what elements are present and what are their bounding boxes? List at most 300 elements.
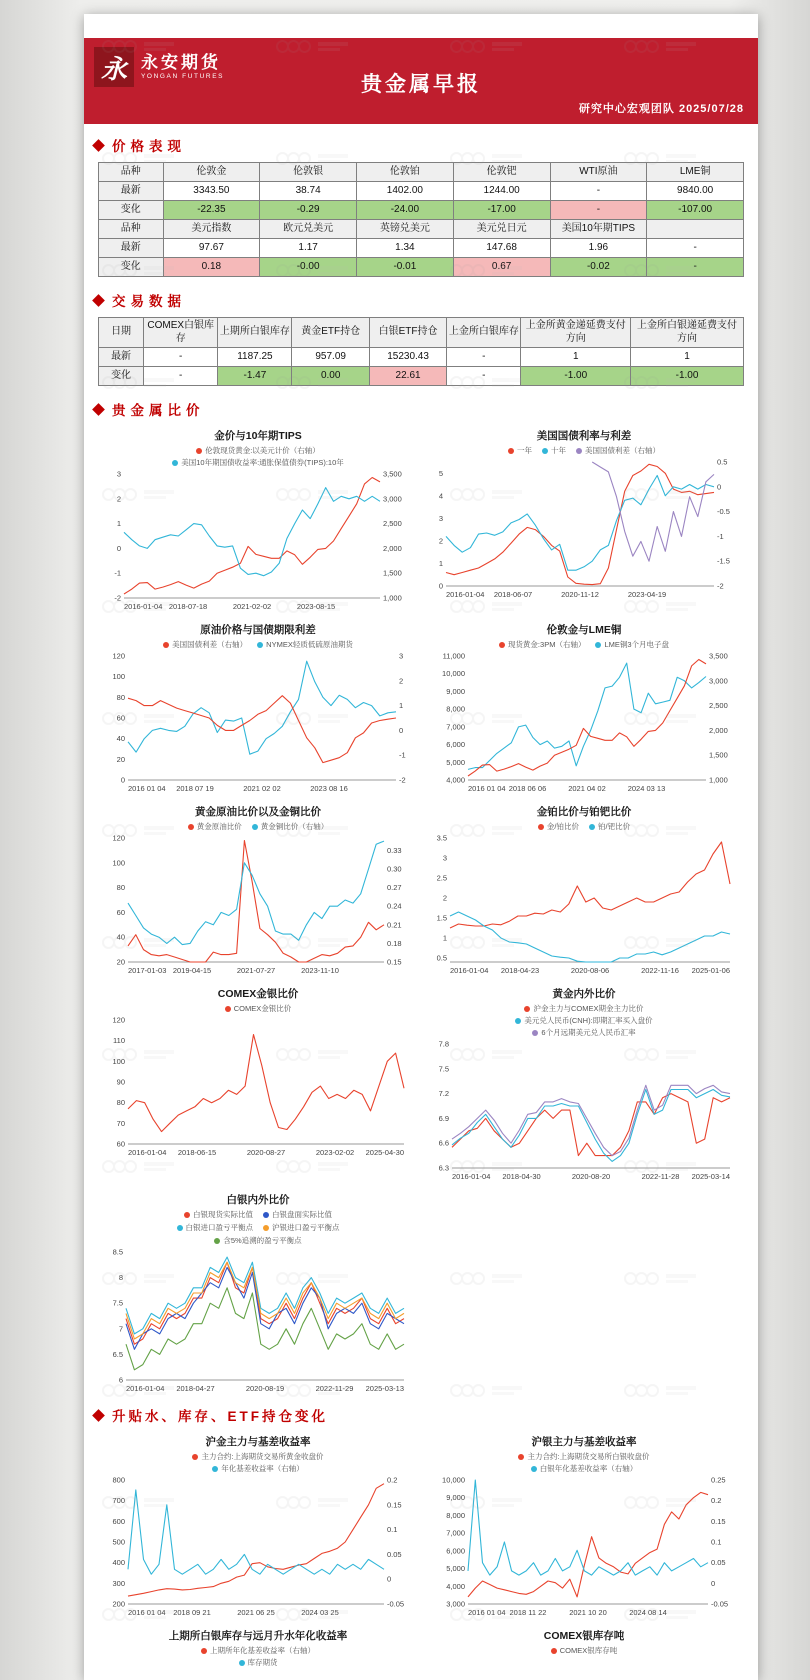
chart-title: 金铂比价与铂钯比价 bbox=[536, 806, 632, 818]
chart-legend bbox=[98, 1003, 418, 1014]
chart-title: 沪金主力与基差收益率 bbox=[205, 1436, 311, 1448]
charts-grid bbox=[84, 422, 758, 1394]
svg-text:2020-08-27: 2020-08-27 bbox=[246, 1148, 286, 1157]
svg-text:40: 40 bbox=[116, 932, 125, 942]
svg-text:7.8: 7.8 bbox=[438, 1039, 449, 1049]
row-label: 变化 bbox=[99, 201, 164, 220]
header-band bbox=[84, 38, 758, 124]
table-cell: 伦敦铂 bbox=[357, 163, 454, 182]
svg-text:2020-08-19: 2020-08-19 bbox=[245, 1384, 285, 1393]
svg-text:6,000: 6,000 bbox=[446, 740, 465, 750]
row-label: 变化 bbox=[99, 367, 144, 386]
section-label: 交易数据 bbox=[112, 294, 186, 309]
row-label: 日期 bbox=[99, 318, 144, 348]
table-cell: 1.34 bbox=[357, 239, 454, 258]
svg-text:800: 800 bbox=[112, 1475, 125, 1485]
svg-text:7.5: 7.5 bbox=[112, 1298, 123, 1308]
svg-text:2,500: 2,500 bbox=[383, 519, 402, 529]
legend-dot-icon bbox=[576, 448, 582, 454]
chart-gold-onshore-offshore-ratio bbox=[424, 986, 744, 1182]
chart-shfe-gold-basis-yield bbox=[98, 1434, 418, 1618]
svg-text:2016-01-04: 2016-01-04 bbox=[446, 590, 485, 599]
brand-logo-glyph: 永 bbox=[100, 53, 127, 84]
legend-item: 美国国债利差（右轴） bbox=[576, 445, 660, 456]
svg-text:2018-06-07: 2018-06-07 bbox=[493, 590, 533, 599]
table-cell: -22.35 bbox=[163, 201, 260, 220]
svg-text:0.05: 0.05 bbox=[711, 1558, 726, 1568]
chart-canvas bbox=[102, 1474, 414, 1618]
chart-london-gold-vs-lme-copper bbox=[424, 622, 744, 794]
table-cell: 上期所白银库存 bbox=[218, 318, 292, 348]
chart-legend bbox=[98, 1645, 418, 1668]
svg-text:2018-04-23: 2018-04-23 bbox=[500, 966, 540, 975]
svg-text:7: 7 bbox=[118, 1324, 123, 1334]
svg-text:0.24: 0.24 bbox=[387, 901, 402, 911]
svg-text:8,000: 8,000 bbox=[446, 704, 465, 714]
svg-text:10,000: 10,000 bbox=[442, 1475, 465, 1485]
svg-text:1,000: 1,000 bbox=[383, 593, 402, 603]
chart-legend bbox=[98, 1451, 418, 1474]
svg-text:-1: -1 bbox=[114, 568, 121, 578]
svg-text:0: 0 bbox=[120, 775, 125, 785]
legend-dot-icon bbox=[225, 1006, 231, 1012]
chart-us-treasury-rates-spread bbox=[424, 428, 744, 612]
table-cell: 957.09 bbox=[292, 348, 369, 367]
svg-text:2023-11-10: 2023-11-10 bbox=[301, 966, 339, 975]
legend-dot-icon bbox=[524, 1006, 530, 1012]
price-table bbox=[84, 158, 758, 279]
legend-dot-icon bbox=[538, 824, 544, 830]
chart-title: 原油价格与国债期限利差 bbox=[200, 624, 316, 636]
svg-text:2016-01-04: 2016-01-04 bbox=[450, 966, 489, 975]
legend-item: 沪金主力与COMEX期金主力比价 bbox=[524, 1003, 643, 1014]
svg-text:2016 01 04: 2016 01 04 bbox=[128, 784, 166, 793]
legend-dot-icon bbox=[172, 460, 178, 466]
brand-name-en: YONGAN FUTURES bbox=[141, 72, 225, 80]
chart-title: 金价与10年期TIPS bbox=[214, 430, 302, 442]
svg-text:0: 0 bbox=[438, 581, 443, 591]
svg-text:6.5: 6.5 bbox=[112, 1349, 123, 1359]
svg-text:-2: -2 bbox=[114, 593, 121, 603]
svg-text:1,500: 1,500 bbox=[709, 750, 728, 760]
svg-text:2016-01-04: 2016-01-04 bbox=[126, 1384, 165, 1393]
legend-item: 现货黄金:3PM（右轴） bbox=[499, 639, 586, 650]
svg-text:6,000: 6,000 bbox=[446, 1546, 465, 1556]
table-cell: 1187.25 bbox=[218, 348, 292, 367]
svg-text:90: 90 bbox=[116, 1077, 125, 1087]
svg-text:0.1: 0.1 bbox=[711, 1537, 722, 1547]
legend-dot-icon bbox=[515, 1018, 521, 1024]
table-cell: 1402.00 bbox=[357, 182, 454, 201]
legend-item: 黄金原油比价 bbox=[188, 821, 242, 832]
svg-text:0.21: 0.21 bbox=[387, 920, 402, 930]
table-cell: -24.00 bbox=[357, 201, 454, 220]
table-cell: -1.00 bbox=[631, 367, 744, 386]
chart-comex-silver-inventory bbox=[424, 1628, 744, 1668]
svg-text:2,500: 2,500 bbox=[709, 701, 728, 711]
chart-legend bbox=[424, 1645, 744, 1656]
legend-dot-icon bbox=[177, 1225, 183, 1231]
legend-item: 白银盘面实际比值 bbox=[263, 1209, 332, 1220]
legend-dot-icon bbox=[551, 1648, 557, 1654]
table-cell: 上金所白银库存 bbox=[447, 318, 521, 348]
legend-item: 主力合约:上海期货交易所黄金收盘价 bbox=[192, 1451, 323, 1462]
svg-text:20: 20 bbox=[116, 754, 125, 764]
svg-text:0.05: 0.05 bbox=[387, 1549, 402, 1559]
svg-text:0.2: 0.2 bbox=[711, 1496, 722, 1506]
svg-text:120: 120 bbox=[112, 833, 125, 843]
svg-text:6.3: 6.3 bbox=[438, 1163, 449, 1173]
svg-text:3,000: 3,000 bbox=[446, 1599, 465, 1609]
table-cell: WTI原油 bbox=[550, 163, 647, 182]
section-metal-ratios bbox=[84, 388, 758, 422]
svg-text:-1: -1 bbox=[399, 750, 406, 760]
svg-text:0.27: 0.27 bbox=[387, 883, 402, 893]
table-cell: 黄金ETF持仓 bbox=[292, 318, 369, 348]
svg-text:2018 07 19: 2018 07 19 bbox=[176, 784, 214, 793]
table-cell: 上金所白银递延费支付方向 bbox=[631, 318, 744, 348]
svg-text:-0.05: -0.05 bbox=[711, 1599, 729, 1609]
chart-title: 美国国债利率与利差 bbox=[536, 430, 632, 442]
svg-text:0.30: 0.30 bbox=[387, 864, 402, 874]
chart-legend bbox=[98, 821, 418, 832]
chart-legend bbox=[424, 639, 744, 650]
svg-text:2021-07-27: 2021-07-27 bbox=[236, 966, 276, 975]
table-cell: 伦敦金 bbox=[163, 163, 260, 182]
legend-item: 伦敦现货黄金:以美元计价（右轴） bbox=[196, 445, 320, 456]
legend-dot-icon bbox=[263, 1225, 269, 1231]
table-cell: 147.68 bbox=[453, 239, 550, 258]
legend-item: 一年 bbox=[508, 445, 532, 456]
section-label: 升贴水、库存、ETF持仓变化 bbox=[112, 1409, 328, 1424]
svg-text:4,000: 4,000 bbox=[446, 1581, 465, 1591]
legend-item: 金/铂比价 bbox=[538, 821, 579, 832]
svg-text:2016-01-04: 2016-01-04 bbox=[452, 1172, 491, 1181]
row-label: 变化 bbox=[99, 258, 164, 277]
table-cell: 伦敦银 bbox=[260, 163, 357, 182]
table-cell: 22.61 bbox=[369, 367, 446, 386]
svg-text:3,000: 3,000 bbox=[709, 676, 728, 686]
table-cell: -0.01 bbox=[357, 258, 454, 277]
svg-text:2019-04-15: 2019-04-15 bbox=[172, 966, 212, 975]
svg-text:0.15: 0.15 bbox=[387, 957, 402, 967]
svg-text:2018-04-27: 2018-04-27 bbox=[176, 1384, 215, 1393]
legend-item: 白银年化基差收益率（右轴） bbox=[531, 1463, 638, 1474]
chart-title: 伦敦金与LME铜 bbox=[546, 624, 622, 636]
svg-text:2025-04-30: 2025-04-30 bbox=[365, 1148, 404, 1157]
svg-text:-2: -2 bbox=[717, 581, 724, 591]
table-cell bbox=[647, 220, 744, 239]
svg-text:2025-01-06: 2025-01-06 bbox=[691, 966, 730, 975]
legend-dot-icon bbox=[531, 1466, 537, 1472]
svg-text:0.15: 0.15 bbox=[387, 1500, 402, 1510]
svg-text:400: 400 bbox=[112, 1558, 125, 1568]
svg-text:80: 80 bbox=[116, 692, 125, 702]
svg-text:-1.5: -1.5 bbox=[717, 556, 730, 566]
svg-text:100: 100 bbox=[112, 858, 125, 868]
chart-title: 黄金原油比价以及金铜比价 bbox=[195, 806, 321, 818]
svg-text:0.33: 0.33 bbox=[387, 845, 402, 855]
table-cell: 美国10年期TIPS bbox=[550, 220, 647, 239]
svg-text:0: 0 bbox=[116, 543, 121, 553]
svg-text:1.5: 1.5 bbox=[436, 913, 447, 923]
svg-text:2: 2 bbox=[438, 536, 443, 546]
section-diamond-icon bbox=[92, 294, 105, 307]
chart-canvas bbox=[102, 468, 414, 612]
legend-item: 6个月远期美元兑人民币汇率 bbox=[532, 1027, 635, 1038]
row-label: 最新 bbox=[99, 182, 164, 201]
svg-text:100: 100 bbox=[112, 672, 125, 682]
legend-item: LME铜3个月电子盘 bbox=[595, 639, 669, 650]
svg-text:2: 2 bbox=[116, 494, 121, 504]
brand-name: 永安期货 bbox=[141, 53, 221, 73]
row-label: 最新 bbox=[99, 348, 144, 367]
table-cell: - bbox=[647, 258, 744, 277]
chart-legend bbox=[153, 1209, 363, 1246]
table-cell: -107.00 bbox=[647, 201, 744, 220]
legend-item: COMEX金银比价 bbox=[225, 1003, 292, 1014]
svg-text:3,500: 3,500 bbox=[383, 469, 402, 479]
legend-dot-icon bbox=[532, 1030, 538, 1036]
table-cell: 美元指数 bbox=[163, 220, 260, 239]
section-price-performance bbox=[84, 124, 758, 158]
svg-text:300: 300 bbox=[112, 1578, 125, 1588]
table-cell: - bbox=[447, 348, 521, 367]
table-cell: -0.29 bbox=[260, 201, 357, 220]
chart-gold-platinum-palladium-ratio bbox=[424, 804, 744, 976]
chart-canvas bbox=[428, 832, 740, 976]
svg-text:0.18: 0.18 bbox=[387, 938, 402, 948]
svg-text:20: 20 bbox=[116, 957, 125, 967]
svg-text:2,000: 2,000 bbox=[383, 543, 402, 553]
svg-text:2016-01-04: 2016-01-04 bbox=[128, 1148, 167, 1157]
chart-canvas bbox=[428, 650, 740, 794]
svg-text:0.15: 0.15 bbox=[711, 1516, 726, 1526]
legend-item: 美元兑人民币(CNH):即期汇率买入盘价 bbox=[515, 1015, 652, 1026]
svg-text:1: 1 bbox=[442, 933, 447, 943]
svg-text:1: 1 bbox=[116, 519, 121, 529]
table-cell: 1244.00 bbox=[453, 182, 550, 201]
svg-text:2021-02-02: 2021-02-02 bbox=[232, 602, 272, 611]
svg-text:-0.05: -0.05 bbox=[387, 1599, 405, 1609]
chart-crude-vs-term-spread bbox=[98, 622, 418, 794]
svg-text:0.5: 0.5 bbox=[436, 953, 447, 963]
svg-text:1: 1 bbox=[399, 701, 404, 711]
table-cell: COMEX白银库存 bbox=[144, 318, 218, 348]
table-cell: 上金所黄金递延费支付方向 bbox=[521, 318, 631, 348]
svg-text:4,000: 4,000 bbox=[446, 775, 465, 785]
svg-text:0: 0 bbox=[711, 1578, 716, 1588]
svg-text:2024 03 13: 2024 03 13 bbox=[627, 784, 666, 793]
svg-text:2023-08-15: 2023-08-15 bbox=[296, 602, 336, 611]
chart-legend bbox=[98, 445, 418, 468]
table-cell: 1 bbox=[521, 348, 631, 367]
legend-item: 沪银进口盈亏平衡点 bbox=[263, 1222, 340, 1233]
chart-legend bbox=[424, 1451, 744, 1474]
svg-text:2023-04-19: 2023-04-19 bbox=[627, 590, 667, 599]
legend-item: 库存期货 bbox=[239, 1657, 278, 1668]
svg-text:2: 2 bbox=[399, 676, 404, 686]
svg-text:2018-04-30: 2018-04-30 bbox=[502, 1172, 541, 1181]
legend-dot-icon bbox=[518, 1454, 524, 1460]
brand-text bbox=[141, 54, 224, 80]
svg-text:200: 200 bbox=[112, 1599, 125, 1609]
svg-text:2024 03 25: 2024 03 25 bbox=[301, 1608, 339, 1617]
table-cell: 伦敦钯 bbox=[453, 163, 550, 182]
svg-text:120: 120 bbox=[112, 1015, 125, 1025]
legend-dot-icon bbox=[595, 642, 601, 648]
svg-text:80: 80 bbox=[116, 1098, 125, 1108]
section-label: 价格表现 bbox=[112, 139, 186, 154]
table-cell: -0.00 bbox=[260, 258, 357, 277]
svg-text:600: 600 bbox=[112, 1516, 125, 1526]
svg-text:8,000: 8,000 bbox=[446, 1510, 465, 1520]
svg-text:3: 3 bbox=[116, 469, 121, 479]
section-diamond-icon bbox=[92, 139, 105, 152]
table-cell: 英镑兑美元 bbox=[357, 220, 454, 239]
svg-text:2018-06-15: 2018-06-15 bbox=[177, 1148, 217, 1157]
svg-text:-1: -1 bbox=[717, 531, 724, 541]
svg-text:60: 60 bbox=[116, 1139, 125, 1149]
svg-text:3: 3 bbox=[442, 853, 447, 863]
svg-text:8.5: 8.5 bbox=[112, 1247, 123, 1257]
legend-dot-icon bbox=[196, 448, 202, 454]
legend-item: 白银进口盈亏平衡点 bbox=[177, 1222, 254, 1233]
legend-dot-icon bbox=[184, 1212, 190, 1218]
svg-text:2022-11-16: 2022-11-16 bbox=[641, 966, 679, 975]
svg-text:11,000: 11,000 bbox=[442, 651, 465, 661]
svg-text:-0.5: -0.5 bbox=[717, 507, 730, 517]
chart-shfe-silver-basis-yield bbox=[424, 1434, 744, 1618]
svg-text:2021 04 02: 2021 04 02 bbox=[568, 784, 606, 793]
chart-canvas bbox=[102, 1014, 414, 1158]
svg-text:8: 8 bbox=[118, 1273, 123, 1283]
chart-title: COMEX金银比价 bbox=[217, 988, 299, 1000]
legend-dot-icon bbox=[201, 1648, 207, 1654]
chart-canvas bbox=[102, 650, 414, 794]
legend-item: 十年 bbox=[542, 445, 566, 456]
svg-text:6: 6 bbox=[118, 1375, 123, 1385]
svg-text:2021 06 25: 2021 06 25 bbox=[237, 1608, 275, 1617]
svg-text:4: 4 bbox=[438, 491, 443, 501]
chart-legend bbox=[98, 639, 418, 650]
svg-text:0: 0 bbox=[387, 1574, 392, 1584]
svg-text:7,000: 7,000 bbox=[446, 1528, 465, 1538]
svg-text:-2: -2 bbox=[399, 775, 406, 785]
svg-text:7.2: 7.2 bbox=[438, 1089, 449, 1099]
svg-text:2021 02 02: 2021 02 02 bbox=[243, 784, 281, 793]
legend-item: 上期所年化基差收益率（右轴） bbox=[201, 1645, 315, 1656]
svg-text:2020-08-20: 2020-08-20 bbox=[571, 1172, 611, 1181]
svg-text:2023 08 16: 2023 08 16 bbox=[310, 784, 348, 793]
svg-text:5: 5 bbox=[438, 468, 443, 478]
table-cell: - bbox=[447, 367, 521, 386]
table-cell: 1.96 bbox=[550, 239, 647, 258]
svg-text:700: 700 bbox=[112, 1496, 125, 1506]
svg-text:7.5: 7.5 bbox=[438, 1064, 449, 1074]
table-cell: - bbox=[144, 348, 218, 367]
table-cell: -0.02 bbox=[550, 258, 647, 277]
data-table bbox=[98, 317, 744, 386]
table-cell: 1 bbox=[631, 348, 744, 367]
svg-text:6.6: 6.6 bbox=[438, 1138, 449, 1148]
chart-legend bbox=[424, 1003, 744, 1038]
table-cell: 白银ETF持仓 bbox=[369, 318, 446, 348]
svg-text:2021 10 20: 2021 10 20 bbox=[569, 1608, 607, 1617]
svg-text:9,000: 9,000 bbox=[446, 1493, 465, 1503]
svg-text:0.1: 0.1 bbox=[387, 1525, 398, 1535]
report-title: 贵金属早报 bbox=[361, 73, 481, 96]
table-cell: -17.00 bbox=[453, 201, 550, 220]
data-table bbox=[98, 162, 744, 277]
svg-text:6.9: 6.9 bbox=[438, 1113, 449, 1123]
table-cell: 欧元兑美元 bbox=[260, 220, 357, 239]
chart-title: COMEX银库存吨 bbox=[543, 1630, 625, 1642]
svg-text:500: 500 bbox=[112, 1537, 125, 1547]
legend-dot-icon bbox=[257, 642, 263, 648]
table-cell: 9840.00 bbox=[647, 182, 744, 201]
row-label: 品种 bbox=[99, 220, 164, 239]
legend-item: 含5%追溯的盈亏平衡点 bbox=[214, 1235, 301, 1246]
legend-dot-icon bbox=[263, 1212, 269, 1218]
report-subtitle: 研究中心宏观团队 2025/07/28 bbox=[578, 103, 744, 115]
chart-canvas bbox=[102, 1246, 414, 1394]
report-page bbox=[84, 14, 758, 1680]
svg-text:1: 1 bbox=[438, 558, 443, 568]
svg-text:120: 120 bbox=[112, 651, 125, 661]
chart-canvas bbox=[428, 456, 740, 600]
svg-text:2.5: 2.5 bbox=[436, 873, 447, 883]
svg-text:2018-07-18: 2018-07-18 bbox=[168, 602, 208, 611]
table-cell: 38.74 bbox=[260, 182, 357, 201]
svg-text:110: 110 bbox=[113, 1036, 125, 1046]
svg-text:1,500: 1,500 bbox=[383, 568, 402, 578]
svg-text:2,000: 2,000 bbox=[709, 725, 728, 735]
chart-shfe-silver-inventory-yield bbox=[98, 1628, 418, 1668]
svg-text:2022-11-29: 2022-11-29 bbox=[315, 1384, 354, 1393]
chart-legend bbox=[424, 821, 744, 832]
svg-text:2016-01-04: 2016-01-04 bbox=[124, 602, 163, 611]
legend-item: NYMEX轻质低硫原油期货 bbox=[257, 639, 353, 650]
svg-text:2025-03-14: 2025-03-14 bbox=[691, 1172, 730, 1181]
svg-text:1,000: 1,000 bbox=[709, 775, 728, 785]
legend-dot-icon bbox=[214, 1238, 220, 1244]
svg-text:2023-02-02: 2023-02-02 bbox=[315, 1148, 355, 1157]
chart-title: 沪银主力与基差收益率 bbox=[531, 1436, 637, 1448]
legend-dot-icon bbox=[163, 642, 169, 648]
empty-cell bbox=[424, 1192, 744, 1394]
svg-text:60: 60 bbox=[116, 713, 125, 723]
svg-text:2: 2 bbox=[442, 893, 447, 903]
legend-dot-icon bbox=[589, 824, 595, 830]
svg-text:3: 3 bbox=[438, 513, 443, 523]
brand-logo-icon bbox=[94, 47, 134, 87]
svg-text:2018 09 21: 2018 09 21 bbox=[173, 1608, 211, 1617]
svg-text:2016 01 04: 2016 01 04 bbox=[468, 784, 506, 793]
table-cell: 15230.43 bbox=[369, 348, 446, 367]
chart-canvas bbox=[428, 1474, 740, 1618]
chart-canvas bbox=[428, 1038, 740, 1182]
svg-text:2022-11-28: 2022-11-28 bbox=[641, 1172, 680, 1181]
svg-text:2020-11-12: 2020-11-12 bbox=[561, 590, 599, 599]
svg-text:2018 11 22: 2018 11 22 bbox=[509, 1608, 547, 1617]
table-cell: -1.00 bbox=[521, 367, 631, 386]
svg-text:0.5: 0.5 bbox=[717, 457, 728, 467]
svg-text:100: 100 bbox=[112, 1056, 125, 1066]
trade-table bbox=[84, 313, 758, 388]
table-cell: - bbox=[647, 239, 744, 258]
legend-dot-icon bbox=[188, 824, 194, 830]
